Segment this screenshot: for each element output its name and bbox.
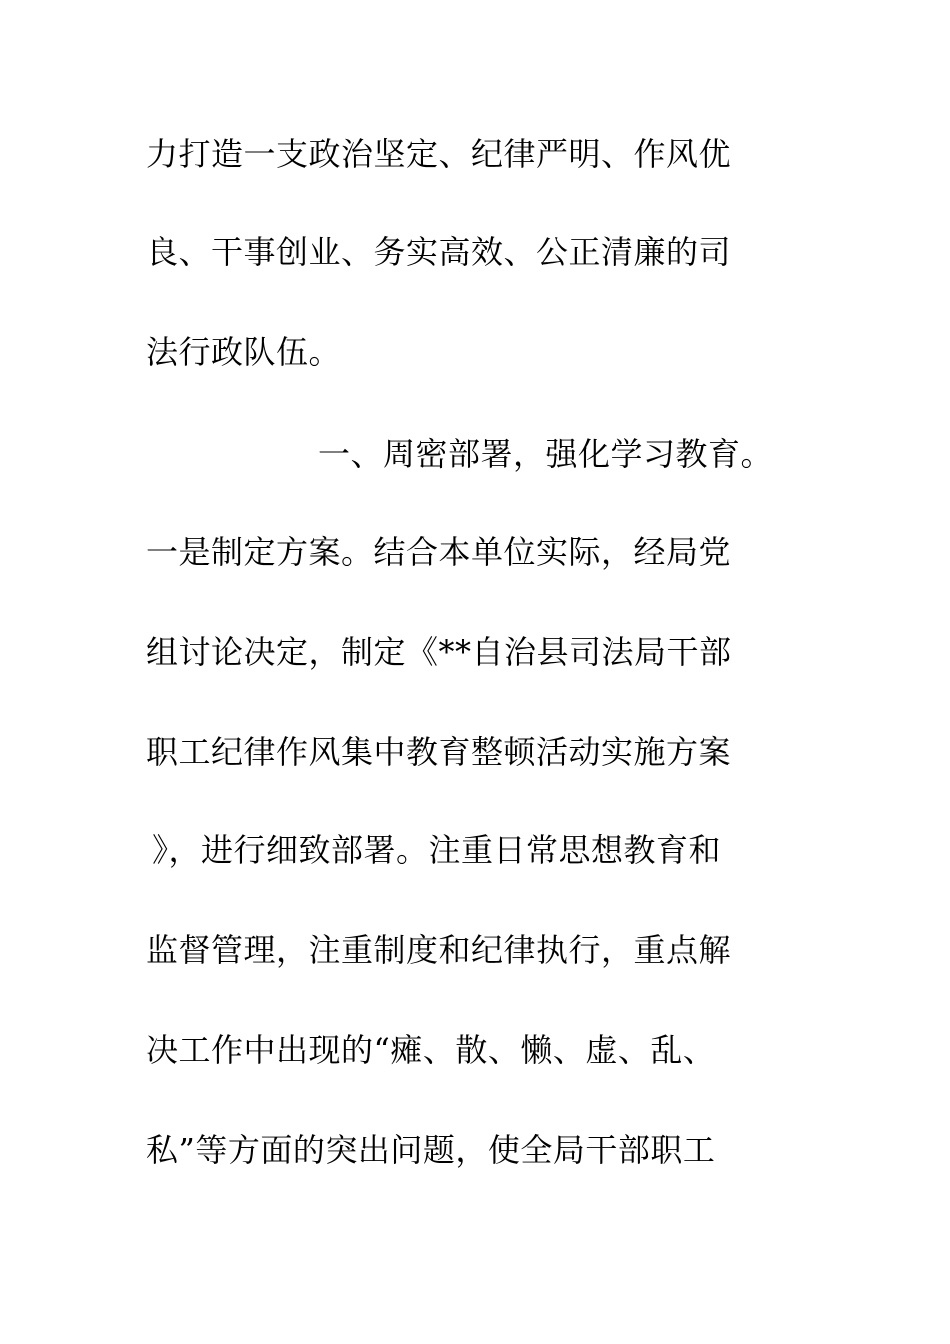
body-text-line: 法行政队伍。 [146, 333, 342, 371]
body-text-line: 力打造一支政治坚定、纪律严明、作风优 [146, 135, 732, 173]
section-heading: 一、周密部署，强化学习教育。 [318, 435, 774, 473]
body-text-line: 一是制定方案。结合本单位实际，经局党 [146, 533, 732, 571]
body-text-line: 私”等方面的突出问题，使全局干部职工 [146, 1131, 716, 1169]
body-text-line: 良、干事创业、务实高效、公正清廉的司 [146, 233, 732, 271]
body-text-line: 组讨论决定，制定《**自治县司法局干部 [146, 633, 732, 671]
body-text-line: 职工纪律作风集中教育整顿活动实施方案 [146, 733, 732, 771]
body-text-line: 》，进行细致部署。注重日常思想教育和 [152, 831, 722, 869]
body-text-line: 监督管理，注重制度和纪律执行，重点解 [146, 931, 732, 969]
body-text-line: 决工作中出现的“瘫、散、懒、虚、乱、 [146, 1031, 716, 1069]
